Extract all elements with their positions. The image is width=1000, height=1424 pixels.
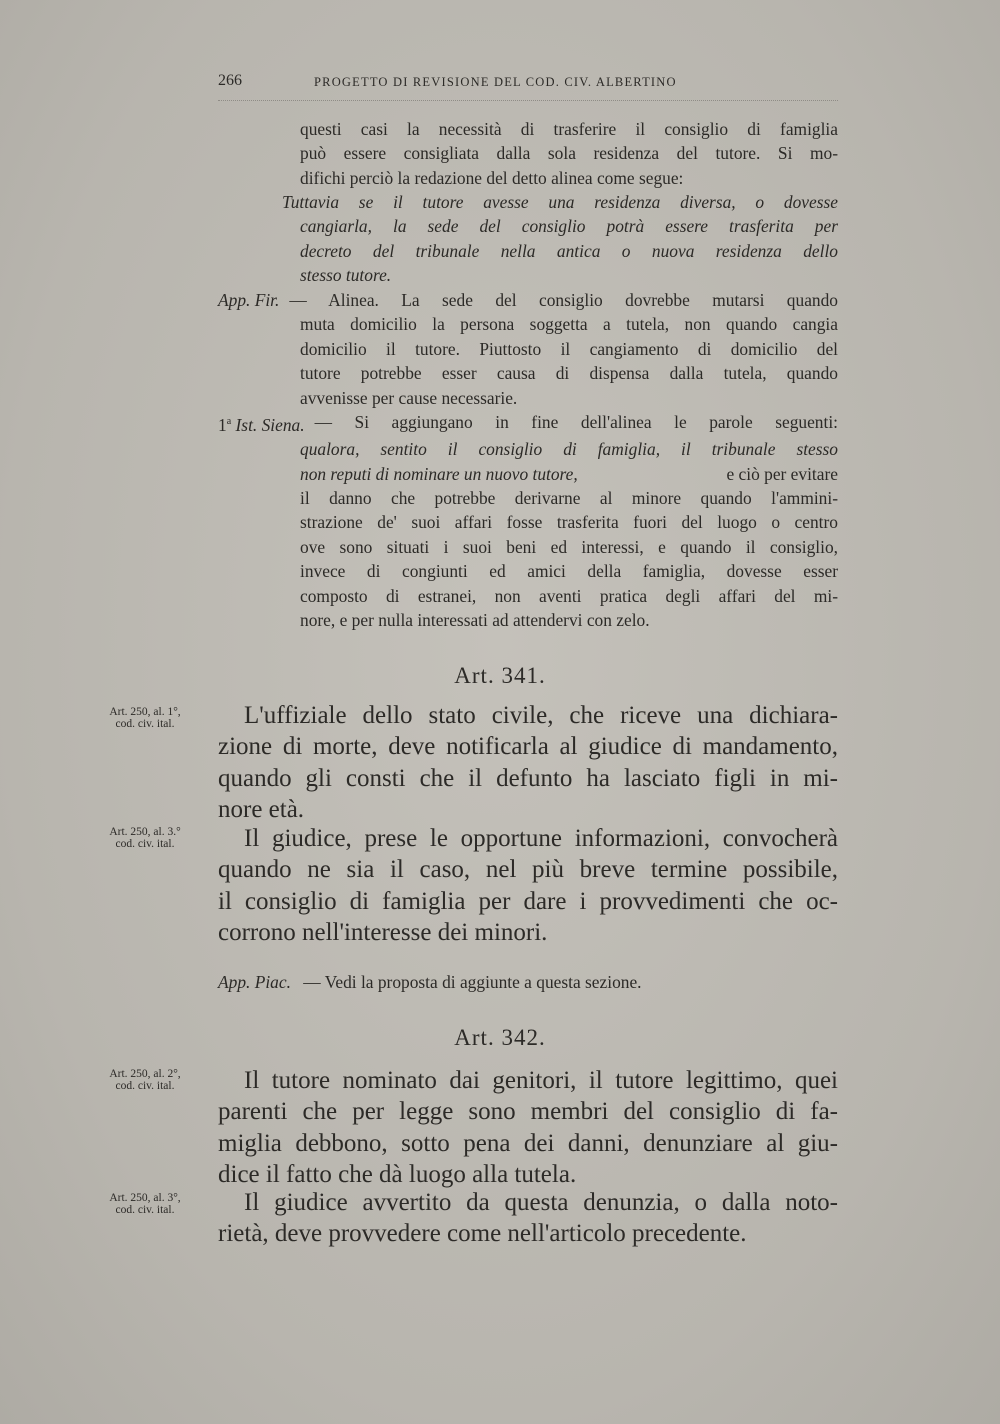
- text-line: quando ne sia il caso, nel più breve termine possibile,: [218, 856, 838, 884]
- proposed-text: [282, 190, 838, 288]
- margin-note: Art. 250, al. 2°, cod. civ. ital.: [109, 1068, 181, 1092]
- text-line: L'uffiziale dello stato civile, che riceve una dichiara-: [244, 702, 838, 729]
- text-line: difichi perciò la redazione del detto alinea come segue:: [300, 167, 684, 188]
- text-line: qualora, sentito il consiglio di famiglia, il tribunale stesso: [300, 439, 838, 460]
- text-line: rietà, deve provvedere come nell'articolo precedente.: [218, 1220, 747, 1248]
- text-line: — Vedi la proposta di aggiunte a questa sezione.: [303, 972, 642, 992]
- header-rule: [218, 100, 838, 101]
- article-paragraph: [218, 1065, 838, 1190]
- text-line: questi casi la necessità di trasferire il consiglio di famiglia: [300, 119, 838, 139]
- text-line: avvenisse per cause necessarie.: [300, 387, 518, 408]
- article-heading: Art. 341.: [454, 663, 546, 688]
- text-line: il danno che potrebbe derivarne al minore quando l'ammini-: [300, 488, 838, 509]
- text-line: Il tutore nominato dai genitori, il tutore legittimo, quei: [244, 1067, 838, 1094]
- text-line: il consiglio di famiglia per dare i provvedimenti che oc-: [218, 887, 838, 915]
- note-label: App. Piac.: [218, 972, 291, 992]
- text-line: Tuttavia se il tutore avesse una residenza diversa, o dovesse: [282, 192, 838, 212]
- text-line: decreto del tribunale nella antica o nuova residenza dello: [300, 240, 838, 261]
- intro-paragraph: [300, 117, 838, 190]
- text-line: ove sono situati i suoi beni ed interessi, e quando il consiglio,: [300, 536, 838, 557]
- article-paragraph: [218, 823, 838, 948]
- article-heading: Art. 342.: [454, 1025, 546, 1050]
- text-line: invece di congiunti ed amici della famiglia, dovesse esser: [300, 561, 838, 582]
- text-line: composto di estranei, non aventi pratica degli affari del mi-: [300, 585, 838, 606]
- text-line: dice il fatto che dà luogo alla tutela.: [218, 1160, 577, 1188]
- note-label: 1$^a$ Ist. Siena.: [218, 414, 305, 435]
- text-line: — Si aggiungano in fine dell'alinea le parole seguenti:: [314, 412, 838, 432]
- text-line: nore età.: [218, 795, 305, 823]
- text-line: miglia debbono, sotto pena dei danni, denunziare al giu-: [218, 1129, 838, 1157]
- margin-note: Art. 250, al. 1°, cod. civ. ital.: [109, 706, 181, 730]
- text-line: Il giudice, prese le opportune informazioni, convocherà: [244, 825, 838, 852]
- text-line: può essere consigliata dalla sola residenza del tutore. Si mo-: [300, 143, 838, 164]
- text-span: e ciò per evitare: [726, 463, 838, 484]
- article-paragraph: [218, 700, 838, 825]
- text-line: zione di morte, deve notificarla al giudice di mandamento,: [218, 733, 838, 761]
- margin-note: Art. 250, al. 3.° cod. civ. ital.: [109, 826, 181, 850]
- margin-note: Art. 250, al. 3°, cod. civ. ital.: [109, 1192, 181, 1216]
- text-line: nore, e per nulla interessati ad attendervi con zelo.: [300, 610, 650, 631]
- text-span: non reputi di nominare un nuovo tutore,: [300, 463, 578, 484]
- note-ist-siena: [218, 410, 838, 632]
- text-line: — Alinea. La sede del consiglio dovrebbe mutarsi quando: [289, 290, 838, 310]
- running-title: PROGETTO DI REVISIONE DEL COD. CIV. ALBERTINO: [314, 75, 677, 89]
- text-line: quando gli consti che il defunto ha lasciato figli in mi-: [218, 764, 838, 792]
- note-app-piac: [218, 970, 838, 994]
- text-line: cangiarla, la sede del consiglio potrà essere trasferita per: [300, 216, 838, 237]
- note-app-fir: [218, 288, 838, 410]
- text-line: muta domicilio la persona soggetta a tutela, non quando cangia: [300, 314, 838, 335]
- text-line: tutore potrebbe esser causa di dispensa dalla tutela, quando: [300, 363, 838, 384]
- text-line: parenti che per legge sono membri del consiglio di fa-: [218, 1098, 838, 1126]
- text-line: domicilio il tutore. Piuttosto il cangiamento di domicilio del: [300, 338, 838, 359]
- page-number: 266: [218, 72, 242, 89]
- text-line: corrono nell'interesse dei minori.: [218, 918, 548, 946]
- text-line: strazione de' suoi affari fosse trasferita fuori del luogo o centro: [300, 512, 838, 533]
- text-line: Il giudice avvertito da questa denunzia, o dalla noto-: [244, 1189, 838, 1216]
- note-label: App. Fir.: [218, 290, 280, 310]
- article-paragraph: [218, 1187, 838, 1250]
- text-line: stesso tutore.: [300, 265, 392, 286]
